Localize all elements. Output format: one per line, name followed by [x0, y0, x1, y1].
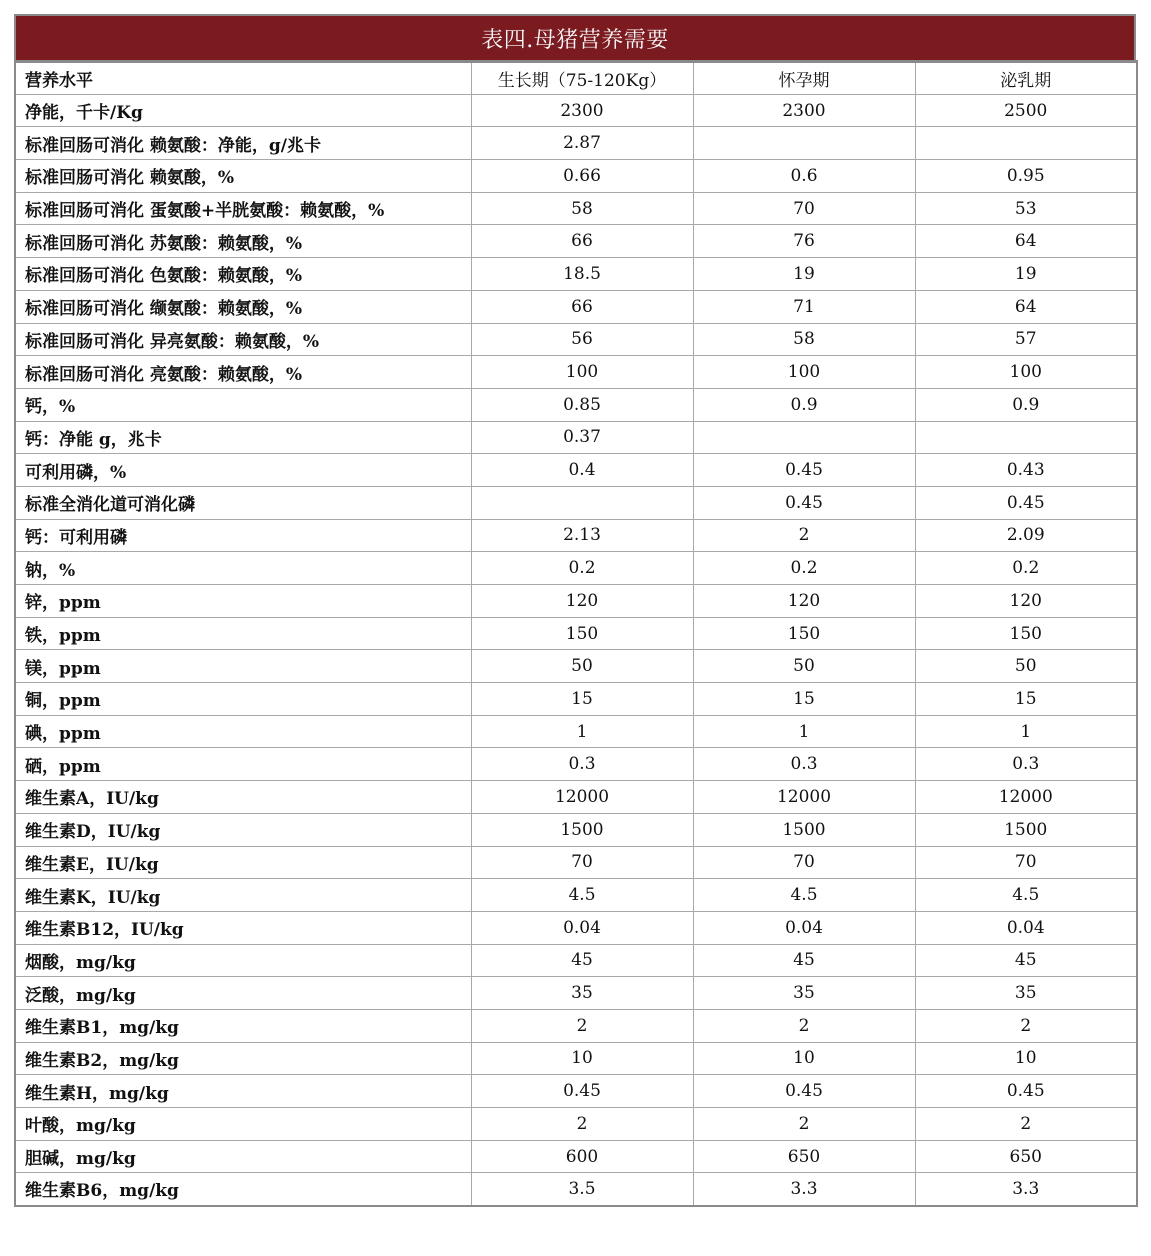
row-value: 76	[693, 225, 915, 258]
row-value: 64	[915, 290, 1137, 323]
table-row	[15, 1173, 1137, 1206]
header-gestation-stage: 怀孕期	[693, 62, 915, 95]
row-value: 1	[693, 715, 915, 748]
row-value: 0.45	[915, 1075, 1137, 1108]
row-label: 标准回肠可消化 赖氨酸，%	[15, 160, 471, 193]
row-value	[693, 421, 915, 454]
row-value: 0.45	[693, 1075, 915, 1108]
row-label: 钙：可利用磷	[15, 519, 471, 552]
header-nutrient-level: 营养水平	[15, 62, 471, 95]
row-value: 0.04	[471, 911, 693, 944]
row-value: 35	[693, 977, 915, 1010]
row-value: 100	[915, 356, 1137, 389]
row-value: 2	[693, 1009, 915, 1042]
row-value: 2300	[471, 94, 693, 127]
row-value: 150	[693, 617, 915, 650]
row-label: 标准回肠可消化 异亮氨酸：赖氨酸，%	[15, 323, 471, 356]
row-value	[915, 127, 1137, 160]
table-row	[15, 748, 1137, 781]
row-value: 45	[915, 944, 1137, 977]
row-value: 19	[693, 258, 915, 291]
row-value: 100	[471, 356, 693, 389]
row-value: 58	[693, 323, 915, 356]
row-label: 碘，ppm	[15, 715, 471, 748]
table-row	[15, 356, 1137, 389]
row-value: 1500	[471, 813, 693, 846]
row-value: 150	[471, 617, 693, 650]
row-value: 1500	[693, 813, 915, 846]
table-row	[15, 846, 1137, 879]
row-label: 铁，ppm	[15, 617, 471, 650]
nutrition-table-container	[14, 14, 1136, 1207]
row-value: 0.2	[693, 552, 915, 585]
row-value: 0.9	[693, 388, 915, 421]
row-value	[915, 421, 1137, 454]
row-value: 0.3	[915, 748, 1137, 781]
row-value: 100	[693, 356, 915, 389]
sow-nutrition-table	[14, 60, 1138, 1207]
row-value: 120	[471, 585, 693, 618]
row-value: 15	[471, 683, 693, 716]
row-value: 0.3	[693, 748, 915, 781]
table-row	[15, 1075, 1137, 1108]
row-value: 45	[471, 944, 693, 977]
row-value: 120	[915, 585, 1137, 618]
row-label: 钙：净能 g，兆卡	[15, 421, 471, 454]
row-value: 0.43	[915, 454, 1137, 487]
table-row	[15, 715, 1137, 748]
row-value: 650	[915, 1140, 1137, 1173]
row-value: 4.5	[471, 879, 693, 912]
row-value: 35	[915, 977, 1137, 1010]
row-value: 66	[471, 290, 693, 323]
table-row	[15, 552, 1137, 585]
row-value: 10	[915, 1042, 1137, 1075]
row-value: 2.13	[471, 519, 693, 552]
table-row	[15, 454, 1137, 487]
row-value: 0.9	[915, 388, 1137, 421]
row-label: 钙，%	[15, 388, 471, 421]
row-value: 2	[471, 1009, 693, 1042]
row-label: 标准回肠可消化 赖氨酸：净能，g/兆卡	[15, 127, 471, 160]
row-value: 0.66	[471, 160, 693, 193]
row-value: 12000	[693, 781, 915, 814]
row-value: 1500	[915, 813, 1137, 846]
row-value: 64	[915, 225, 1137, 258]
row-value: 15	[915, 683, 1137, 716]
row-value: 1	[471, 715, 693, 748]
row-value: 0.37	[471, 421, 693, 454]
table-row	[15, 585, 1137, 618]
table-row	[15, 944, 1137, 977]
row-value: 0.45	[915, 486, 1137, 519]
row-value: 4.5	[915, 879, 1137, 912]
row-value: 50	[693, 650, 915, 683]
row-label: 锌，ppm	[15, 585, 471, 618]
row-value: 70	[693, 846, 915, 879]
row-value: 2	[693, 1108, 915, 1141]
row-label: 维生素H，mg/kg	[15, 1075, 471, 1108]
table-row	[15, 813, 1137, 846]
row-label: 标准全消化道可消化磷	[15, 486, 471, 519]
row-value: 70	[693, 192, 915, 225]
row-value: 120	[693, 585, 915, 618]
row-label: 烟酸，mg/kg	[15, 944, 471, 977]
table-row	[15, 160, 1137, 193]
row-value: 66	[471, 225, 693, 258]
row-label: 标准回肠可消化 亮氨酸：赖氨酸，%	[15, 356, 471, 389]
row-label: 钠，%	[15, 552, 471, 585]
row-value: 12000	[915, 781, 1137, 814]
table-title	[14, 14, 1136, 60]
row-value: 3.3	[915, 1173, 1137, 1206]
row-value: 70	[471, 846, 693, 879]
row-value: 2.09	[915, 519, 1137, 552]
row-value: 45	[693, 944, 915, 977]
table-row	[15, 781, 1137, 814]
table-row	[15, 683, 1137, 716]
table-row	[15, 94, 1137, 127]
row-value: 0.4	[471, 454, 693, 487]
table-row	[15, 290, 1137, 323]
row-value: 50	[915, 650, 1137, 683]
table-row	[15, 421, 1137, 454]
row-value: 0.6	[693, 160, 915, 193]
row-label: 维生素A，IU/kg	[15, 781, 471, 814]
row-value	[693, 127, 915, 160]
row-value: 0.04	[915, 911, 1137, 944]
row-value: 12000	[471, 781, 693, 814]
row-value: 2500	[915, 94, 1137, 127]
row-value: 71	[693, 290, 915, 323]
row-value: 1	[915, 715, 1137, 748]
table-row	[15, 1140, 1137, 1173]
row-value: 57	[915, 323, 1137, 356]
row-value: 0.95	[915, 160, 1137, 193]
row-label: 标准回肠可消化 缬氨酸：赖氨酸，%	[15, 290, 471, 323]
row-value: 600	[471, 1140, 693, 1173]
row-label: 镁，ppm	[15, 650, 471, 683]
row-value: 150	[915, 617, 1137, 650]
table-row	[15, 1009, 1137, 1042]
row-value: 58	[471, 192, 693, 225]
row-label: 维生素B2，mg/kg	[15, 1042, 471, 1075]
table-row	[15, 977, 1137, 1010]
row-label: 胆碱，mg/kg	[15, 1140, 471, 1173]
row-value	[471, 486, 693, 519]
table-row	[15, 486, 1137, 519]
table-title-text: 表四.母猪营养需要	[481, 27, 669, 53]
table-body	[15, 94, 1137, 1205]
table-row	[15, 388, 1137, 421]
row-value: 2300	[693, 94, 915, 127]
row-label: 硒，ppm	[15, 748, 471, 781]
row-label: 维生素K，IU/kg	[15, 879, 471, 912]
table-row	[15, 323, 1137, 356]
row-value: 10	[693, 1042, 915, 1075]
row-value: 3.5	[471, 1173, 693, 1206]
row-value: 53	[915, 192, 1137, 225]
table-row	[15, 650, 1137, 683]
row-value: 0.2	[915, 552, 1137, 585]
table-row	[15, 192, 1137, 225]
row-value: 35	[471, 977, 693, 1010]
row-label: 可利用磷，%	[15, 454, 471, 487]
table-row	[15, 1108, 1137, 1141]
row-label: 标准回肠可消化 色氨酸：赖氨酸，%	[15, 258, 471, 291]
table-row	[15, 127, 1137, 160]
row-label: 净能，千卡/Kg	[15, 94, 471, 127]
row-value: 3.3	[693, 1173, 915, 1206]
table-row	[15, 1042, 1137, 1075]
row-value: 56	[471, 323, 693, 356]
table-row	[15, 225, 1137, 258]
table-row	[15, 879, 1137, 912]
row-value: 0.04	[693, 911, 915, 944]
row-label: 标准回肠可消化 苏氨酸：赖氨酸，%	[15, 225, 471, 258]
row-label: 泛酸，mg/kg	[15, 977, 471, 1010]
row-label: 维生素B1，mg/kg	[15, 1009, 471, 1042]
row-label: 维生素B12，IU/kg	[15, 911, 471, 944]
row-value: 10	[471, 1042, 693, 1075]
row-value: 2	[915, 1108, 1137, 1141]
table-row	[15, 617, 1137, 650]
row-label: 维生素B6，mg/kg	[15, 1173, 471, 1206]
row-value: 0.45	[693, 486, 915, 519]
row-value: 0.45	[693, 454, 915, 487]
row-value: 650	[693, 1140, 915, 1173]
row-value: 4.5	[693, 879, 915, 912]
table-row	[15, 911, 1137, 944]
row-value: 18.5	[471, 258, 693, 291]
row-value: 0.85	[471, 388, 693, 421]
row-value: 2	[915, 1009, 1137, 1042]
row-label: 维生素D，IU/kg	[15, 813, 471, 846]
row-label: 维生素E，IU/kg	[15, 846, 471, 879]
row-label: 叶酸，mg/kg	[15, 1108, 471, 1141]
row-value: 2.87	[471, 127, 693, 160]
row-value: 15	[693, 683, 915, 716]
row-value: 0.45	[471, 1075, 693, 1108]
header-row	[15, 62, 1137, 95]
row-value: 2	[471, 1108, 693, 1141]
table-row	[15, 519, 1137, 552]
row-value: 0.2	[471, 552, 693, 585]
header-lactation-stage: 泌乳期	[915, 62, 1137, 95]
row-value: 19	[915, 258, 1137, 291]
header-growth-stage: 生长期（75-120Kg）	[471, 62, 693, 95]
row-value: 0.3	[471, 748, 693, 781]
row-label: 铜，ppm	[15, 683, 471, 716]
table-row	[15, 258, 1137, 291]
row-value: 50	[471, 650, 693, 683]
row-value: 70	[915, 846, 1137, 879]
row-label: 标准回肠可消化 蛋氨酸+半胱氨酸：赖氨酸，%	[15, 192, 471, 225]
row-value: 2	[693, 519, 915, 552]
